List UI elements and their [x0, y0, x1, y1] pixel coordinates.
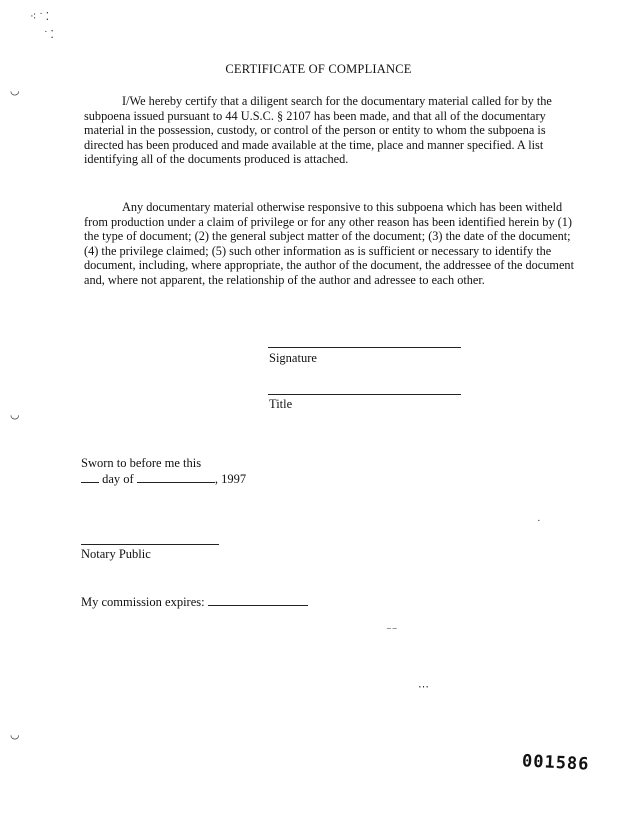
sworn-text: Sworn to before me this	[81, 456, 202, 470]
commission-blank[interactable]	[208, 595, 308, 606]
binder-hole-mark-middle: ◡	[10, 409, 20, 421]
commission-label: My commission expires:	[81, 595, 205, 609]
scan-speck: ⁖ ˙ ⁚	[30, 11, 50, 23]
year-label: , 1997	[214, 472, 247, 486]
signature-label: Signature	[269, 351, 317, 365]
sworn-date-row	[81, 472, 246, 487]
month-blank[interactable]	[137, 472, 215, 483]
document-title: CERTIFICATE OF COMPLIANCE	[225, 62, 412, 76]
title-label: Title	[269, 397, 293, 411]
privilege-text: Any documentary material otherwise responsive to this subpoena which has been witheld from production under a claim of privilege or for any other reason has been identified herein by (1) the type of document; (2) the general subject matter of the document; (3) the date of the document; (4) the privilege claimed; (5) such other information as is sufficient or necessary to identify the document, including, where appropriate, the author of the document, the addressee of the document and, where not apparent, the relationship of the author and adressee to each other.	[84, 200, 575, 287]
binder-hole-mark-bottom: ◡	[10, 729, 20, 741]
scan-speck: ⁻⁻	[386, 625, 398, 637]
signature-line[interactable]	[268, 347, 461, 348]
bates-number-stamp: 001586	[521, 751, 590, 775]
notary-line[interactable]	[81, 544, 219, 545]
certification-text: I/We hereby certify that a diligent search for the documentary material called for by the subpoena issued pursuant to 44 U.S.C. § 2107 has been made, and that all of the documentary material in the possession, custody, or control of the person or entity to whom the subpoena is directed has been produced and made available at the time, place and manner specified. A list identifying all of the documents produced is attached.	[84, 94, 552, 167]
day-blank[interactable]	[81, 472, 99, 483]
binder-hole-mark-top: ◡	[10, 85, 20, 97]
commission-row	[81, 595, 308, 610]
scan-speck: ·	[537, 515, 541, 527]
privilege-paragraph	[84, 200, 574, 288]
certification-paragraph	[84, 94, 574, 167]
title-line[interactable]	[268, 394, 461, 395]
notary-label: Notary Public	[81, 547, 151, 561]
scan-speck: ⋯	[418, 681, 429, 693]
day-of-label: day of	[102, 472, 134, 486]
scan-speck: ˙ ⁚	[44, 29, 54, 41]
